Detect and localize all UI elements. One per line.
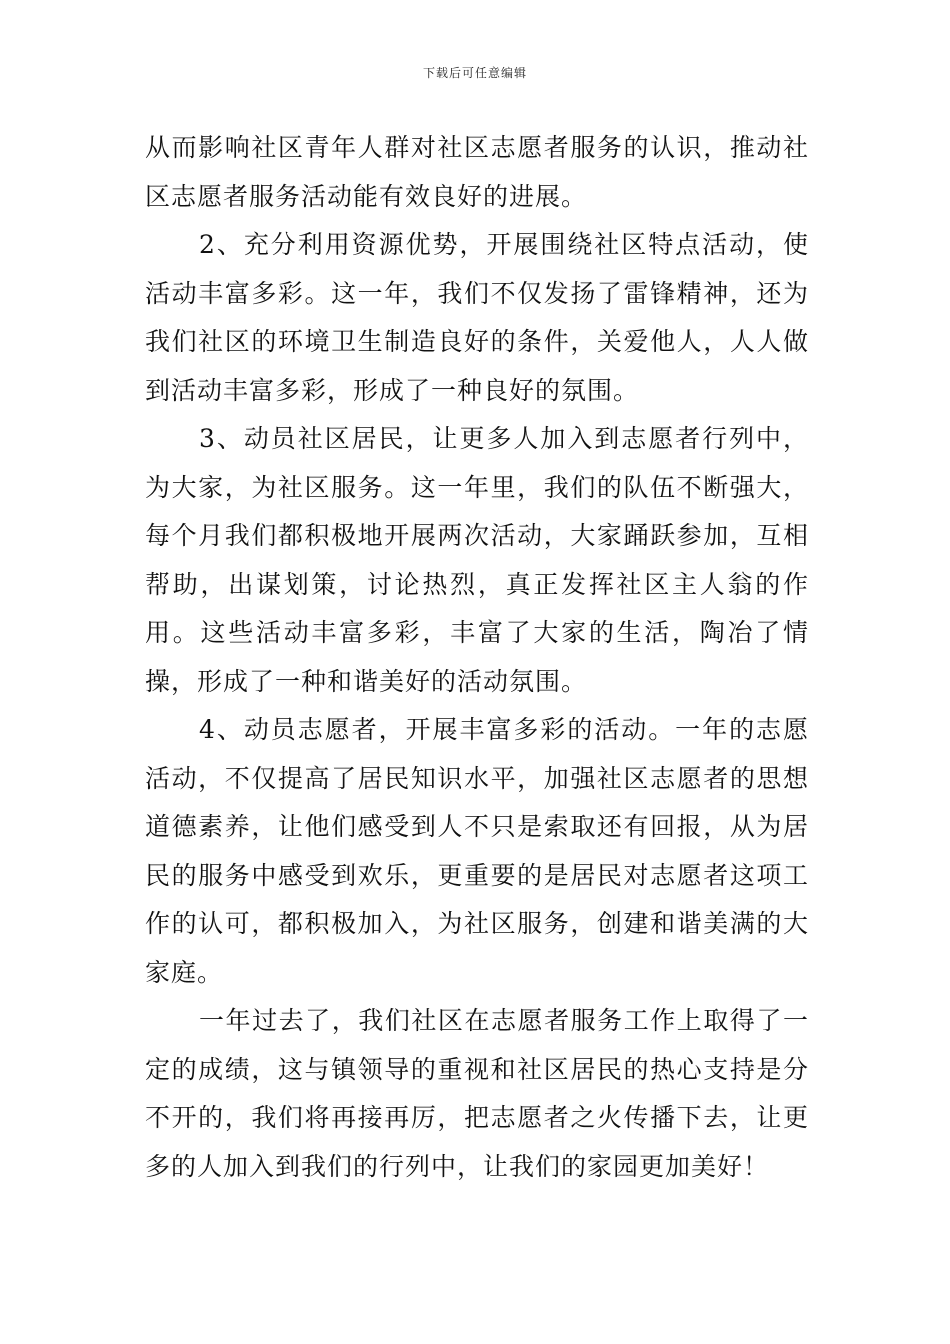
document-body [145, 124, 809, 1191]
page-header: 下载后可任意编辑 [422, 66, 527, 80]
paragraph-conclusion: 一年过去了，我们社区在志愿者服务工作上取得了一定的成绩，这与镇领导的重视和社区居民的热心支持是分不开的，我们将再接再厉，把志愿者之火传播下去，让更多的人加入到我们的行列中，让我们的家园更加美好！ [145, 1006, 809, 1181]
paragraph-continuation: 从而影响社区青年人群对社区志愿者服务的认识，推动社区志愿者服务活动能有效良好的进展。 [145, 133, 809, 211]
paragraph-item-3: 3、动员社区居民，让更多人加入到志愿者行列中，为大家，为社区服务。这一年里，我们的队伍不断强大，每个月我们都积极地开展两次活动，大家踊跃参加，互相帮助，出谋划策，讨论热烈，真正发挥社区主人翁的作用。这些活动丰富多彩，丰富了大家的生活，陶冶了情操，形成了一种和谐美好的活动氛围。 [145, 424, 809, 696]
paragraph-item-2: 2、充分利用资源优势，开展围绕社区特点活动，使活动丰富多彩。这一年，我们不仅发扬了雷锋精神，还为我们社区的环境卫生制造良好的条件，关爱他人，人人做到活动丰富多彩，形成了一种良好的氛围。 [145, 230, 809, 405]
paragraph-item-4: 4、动员志愿者，开展丰富多彩的活动。一年的志愿活动，不仅提高了居民知识水平，加强社区志愿者的思想道德素养，让他们感受到人不只是索取还有回报，从为居民的服务中感受到欢乐，更重要的是居民对志愿者这项工作的认可，都积极加入，为社区服务，创建和谐美满的大家庭。 [145, 715, 809, 987]
